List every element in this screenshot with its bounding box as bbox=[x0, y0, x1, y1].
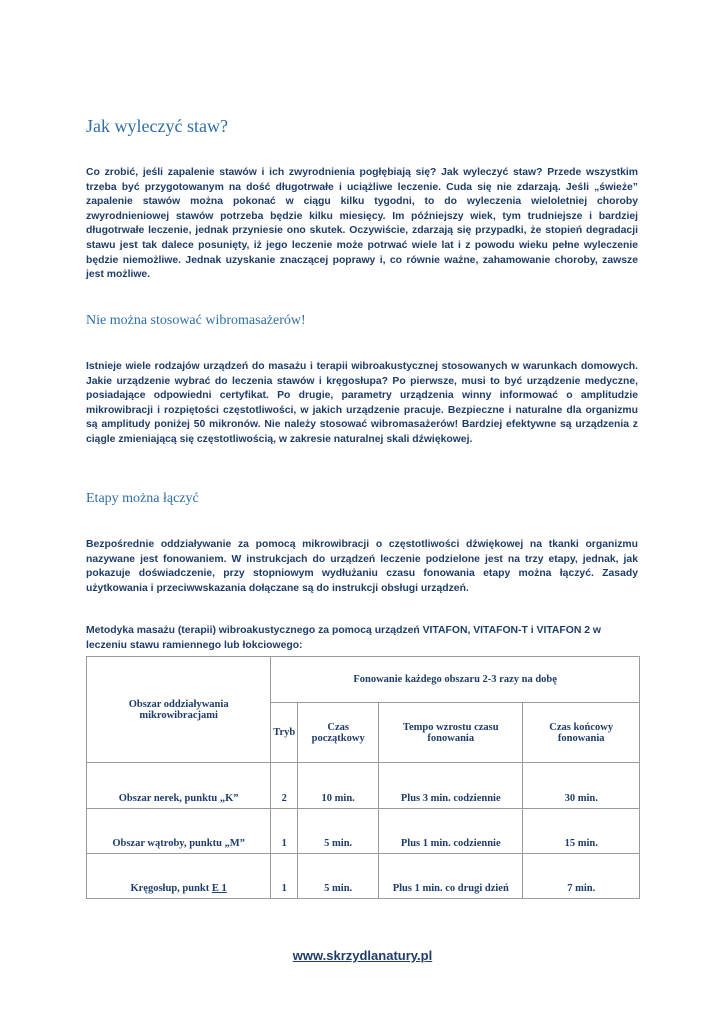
table-cell-growth: Plus 1 min. co drugi dzień bbox=[379, 854, 523, 899]
table-cell-mode: 1 bbox=[271, 809, 298, 854]
page-title: Jak wyleczyć staw? bbox=[86, 116, 228, 136]
table-cell-growth: Plus 3 min. codziennie bbox=[379, 763, 523, 809]
table-row bbox=[87, 809, 640, 854]
table-caption: Metodyka masażu (terapii) wibroakustycznego za pomocą urządzeń VITAFON, VITAFON-T i VITAFON 2 w leczeniu stawu ramiennego lub łokciowego: bbox=[86, 625, 601, 651]
table-row bbox=[87, 763, 640, 809]
table-cell-end: 15 min. bbox=[523, 809, 640, 854]
section-heading-stages: Etapy można łączyć bbox=[86, 491, 199, 506]
table-header-area: Obszar oddziaływania mikrowibracjami bbox=[87, 657, 271, 763]
table-cell-growth: Plus 1 min. codziennie bbox=[379, 809, 523, 854]
table-cell-area: Kręgosłup, punkt E 1 bbox=[87, 854, 271, 899]
table-cell-start: 10 min. bbox=[298, 763, 379, 809]
table-cell-start: 5 min. bbox=[298, 809, 379, 854]
table-cell-end: 30 min. bbox=[523, 763, 640, 809]
table-cell-end: 7 min. bbox=[523, 854, 640, 899]
table-cell-mode: 1 bbox=[271, 854, 298, 899]
table-cell-area: Obszar wątroby, punktu „M” bbox=[87, 809, 271, 854]
table-header-growth: Tempo wzrostu czasu fonowania bbox=[379, 703, 523, 763]
intro-paragraph: Co zrobić, jeśli zapalenie stawów i ich zwyrodnienia pogłębiają się? Jak wyleczyć staw? Przede wszystkim trzeba być przygotowanym na dość długotrwałe i uciążliwe leczenie. Cuda się nie zdarzają. Jeśli „świeże” zapalenie stawów można pokonać w ciągu kilku tygodni, to do wyleczenia wieloletniej choroby zwyrodnieniowej stawów potrzeba będzie kilku miesięcy. Im późniejszy wiek, tym trudniejsze i bardziej długotrwałe leczenie, jednak przyniesie ono skutek. Oczywiście, zdarzają się przypadki, że stopień degradacji stawu jest tak dalece posunięty, iż jego leczenie może potrwać wiele lat i z powodu wieku pełne wyleczenie będzie niemożliwe. Jednak uzyskanie znaczącej poprawy i, co równie ważne, zahamowanie choroby, zawsze jest możliwe. bbox=[86, 167, 638, 281]
table-row bbox=[87, 854, 640, 899]
section-paragraph-stages: Bezpośrednie oddziaływanie za pomocą mikrowibracji o częstotliwości dźwiękowej na tkanki organizmu nazywane jest fonowaniem. W instrukcjach do urządzeń leczenie podzielone jest na trzy etapy, jednak, jak pokazuje doświadczenie, przy stopniowym wydłużaniu czasu fonowania etapy można łączyć. Zasady użytkowania i przeciwwskazania dołączane są do instrukcji obsługi urządzeń. bbox=[86, 539, 638, 594]
table-cell-start: 5 min. bbox=[298, 854, 379, 899]
table-cell-mode: 2 bbox=[271, 763, 298, 809]
table-header-mode: Tryb bbox=[271, 703, 298, 763]
table-header-start: Czas początkowy bbox=[298, 703, 379, 763]
table-cell-area: Obszar nerek, punktu „K” bbox=[87, 763, 271, 809]
section-paragraph-vibromassagers: Istnieje wiele rodzajów urządzeń do masażu i terapii wibroakustycznej stosowanych w warunkach domowych. Jakie urządzenie wybrać do leczenia stawów i kręgosłupa? Po pierwsze, musi to być urządzenie medyczne, posiadające odpowiedni certyfikat. Po drugie, parametry urządzenia winny informować o amplitudzie mikrowibracji i rozpiętości częstotliwości, w jakich urządzenie pracuje. Bezpieczne i naturalne dla organizmu są amplitudy poniżej 50 mikronów. Nie należy stosować wibromasażerów! Bardziej efektywne są urządzenia z ciągle zmieniającą się częstotliwością, w zakresie naturalnej skali dźwiękowej. bbox=[86, 361, 638, 445]
spine-point-link[interactable]: E 1 bbox=[211, 883, 227, 894]
section-heading-vibromassagers: Nie można stosować wibromasażerów! bbox=[86, 313, 306, 328]
table-header-end: Czas końcowy fonowania bbox=[523, 703, 640, 763]
table-header-group: Fonowanie każdego obszaru 2-3 razy na dobę bbox=[271, 657, 640, 703]
therapy-table bbox=[86, 656, 640, 899]
footer-website-link[interactable]: www.skrzydlanatury.pl bbox=[292, 948, 433, 963]
